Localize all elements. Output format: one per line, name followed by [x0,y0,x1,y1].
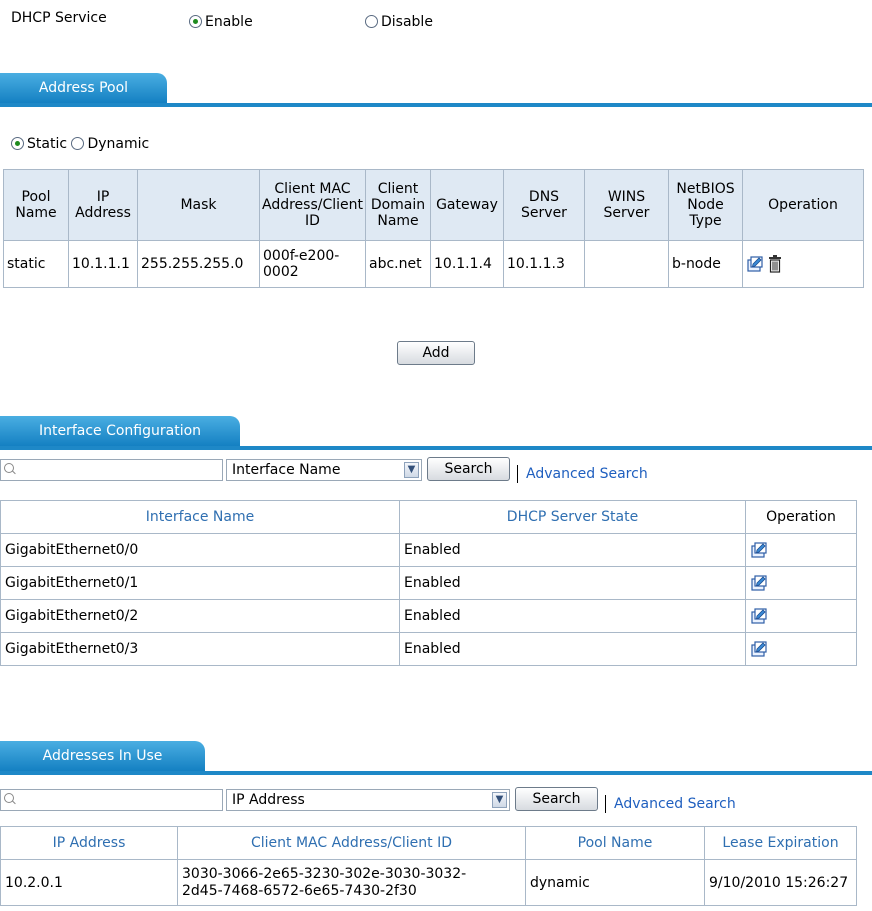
col-ip-address: IP Address [69,170,138,241]
col-operation: Operation [743,170,864,241]
chevron-down-icon: ▼ [404,462,419,478]
col-mask: Mask [138,170,260,241]
cell-pool-name: static [4,241,69,288]
col-interface-name: Interface Name [1,501,400,534]
dhcp-disable-label: Disable [381,14,433,30]
table-row [1,633,857,666]
add-button[interactable]: Add [397,341,475,365]
cell-interface-name: GigabitEthernet0/0 [1,534,400,567]
dhcp-enable-radio[interactable] [189,14,253,30]
col-lease-expiration: Lease Expiration [705,827,857,860]
interface-search-button[interactable]: Search [427,457,510,481]
table-row [4,241,864,288]
cell-client-id: 000f-e200-0002 [260,241,366,288]
interface-search-input[interactable] [0,459,223,481]
cell-mask: 255.255.255.0 [138,241,260,288]
col-operation: Operation [746,501,857,534]
pool-static-radio[interactable] [11,136,67,152]
cell-pool-name: dynamic [526,860,705,906]
radio-selected-icon [189,15,202,28]
cell-dns: 10.1.1.3 [504,241,585,288]
col-client-mac: Client MAC Address/Client ID [260,170,366,241]
cell-operation [746,534,857,567]
table-header-row [1,827,857,860]
cell-state: Enabled [400,633,746,666]
cell-interface-name: GigabitEthernet0/2 [1,600,400,633]
radio-selected-icon [11,137,24,150]
col-gateway: Gateway [431,170,504,241]
address-search-input[interactable] [0,789,223,811]
select-value: Interface Name [232,462,341,478]
dhcp-disable-radio[interactable] [365,14,433,30]
interface-config-divider [0,446,872,450]
separator [605,795,606,813]
table-row [1,534,857,567]
cell-wins [585,241,669,288]
edit-icon[interactable] [750,640,768,658]
cell-operation [746,567,857,600]
table-row [1,600,857,633]
col-pool-name: Pool Name [4,170,69,241]
col-client-mac: Client MAC Address/Client ID [178,827,526,860]
addresses-in-use-table [0,826,857,906]
cell-state: Enabled [400,567,746,600]
cell-domain: abc.net [366,241,431,288]
search-icon [4,793,14,803]
cell-operation [746,600,857,633]
col-wins-server: WINS Server [585,170,669,241]
interface-advanced-search-link[interactable]: Advanced Search [526,466,648,482]
edit-icon[interactable] [750,541,768,559]
address-search-button[interactable]: Search [515,787,598,811]
radio-unselected-icon [365,15,378,28]
address-advanced-search-link[interactable]: Advanced Search [614,796,736,812]
address-pool-table [3,169,864,288]
cell-interface-name: GigabitEthernet0/1 [1,567,400,600]
addresses-in-use-divider [0,771,872,775]
cell-ip: 10.2.0.1 [1,860,178,906]
address-pool-divider [0,103,872,107]
cell-operation [743,241,864,288]
dhcp-service-label: DHCP Service [11,10,107,26]
address-search-field-select[interactable] [226,789,510,811]
col-netbios: NetBIOS Node Type [669,170,743,241]
table-header-row [4,170,864,241]
cell-interface-name: GigabitEthernet0/3 [1,633,400,666]
client-id-line-1: 3030-3066-2e65-3230-302e-3030-3032- [182,865,467,882]
table-row [1,567,857,600]
edit-icon[interactable] [746,255,764,273]
tab-interface-configuration[interactable]: Interface Configuration [0,416,240,446]
pool-static-label: Static [27,136,68,152]
cell-client-id [178,860,526,906]
col-pool-name: Pool Name [526,827,705,860]
col-dns-server: DNS Server [504,170,585,241]
select-value: IP Address [232,792,305,808]
tab-addresses-in-use[interactable]: Addresses In Use [0,741,205,771]
cell-operation [746,633,857,666]
delete-icon[interactable] [768,255,782,273]
col-ip-address: IP Address [1,827,178,860]
cell-netbios: b-node [669,241,743,288]
pool-type-radio-group [11,136,149,152]
radio-unselected-icon [71,137,84,150]
separator [517,465,518,483]
chevron-down-icon: ▼ [492,792,507,808]
cell-ip: 10.1.1.1 [69,241,138,288]
interface-search-field-select[interactable] [226,459,422,481]
table-header-row [1,501,857,534]
client-id-line-2: 2d45-7468-6572-6e65-7430-2f30 [182,882,417,899]
tab-address-pool[interactable]: Address Pool [0,73,167,103]
edit-icon[interactable] [750,574,768,592]
cell-state: Enabled [400,534,746,567]
cell-gateway: 10.1.1.4 [431,241,504,288]
table-row [1,860,857,906]
search-icon [4,463,14,473]
dhcp-enable-label: Enable [205,14,253,30]
col-dhcp-server-state: DHCP Server State [400,501,746,534]
interface-table [0,500,857,666]
pool-dynamic-radio[interactable] [71,136,149,152]
col-client-domain: Client Domain Name [366,170,431,241]
cell-state: Enabled [400,600,746,633]
pool-dynamic-label: Dynamic [87,136,150,152]
cell-lease-expiration: 9/10/2010 15:26:27 [705,860,857,906]
edit-icon[interactable] [750,607,768,625]
